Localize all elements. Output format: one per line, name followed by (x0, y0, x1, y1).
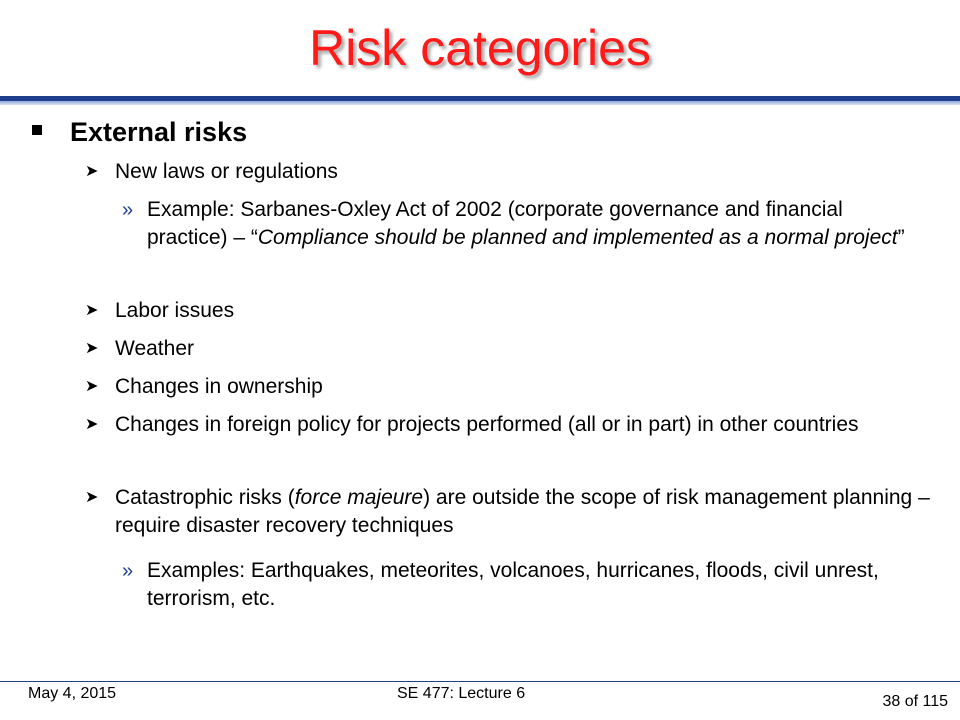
footer-course: SE 477: Lecture 6 (397, 685, 526, 702)
arrow-bullet-icon: ➤ (85, 378, 99, 395)
guillemet-bullet-icon: » (122, 560, 134, 582)
arrow-bullet-icon: ➤ (85, 302, 99, 319)
bullet-text: New laws or regulations (115, 160, 338, 183)
bullet-text: Changes in ownership (115, 375, 323, 398)
footer-divider (0, 681, 960, 682)
heading-text: External risks (70, 117, 248, 147)
bullet-text: Weather (115, 337, 194, 360)
sub-bullet-text: Examples: Earthquakes, meteorites, volcanoes, hurricanes, floods, civil unrest, terrorism, etc. (147, 559, 879, 610)
arrow-bullet-icon: ➤ (85, 489, 99, 506)
bullet-text: Labor issues (115, 299, 235, 322)
title-divider-shadow (0, 101, 960, 105)
square-bullet-icon (32, 125, 42, 135)
bullet-text: Changes in foreign policy for projects performed (all or in part) in other countries (115, 413, 859, 436)
sub-bullet-text: Example: Sarbanes-Oxley Act of 2002 (corporate governance and financial practice) – “Compliance should be planned and implemented as a normal project” (147, 198, 905, 249)
guillemet-bullet-icon: » (122, 199, 134, 221)
arrow-bullet-icon: ➤ (85, 163, 99, 180)
bullet-text: Catastrophic risks (force majeure) are outside the scope of risk management planning – require disaster recovery techniques (115, 486, 930, 537)
footer-page-number: 38 of 115 (882, 693, 948, 710)
footer-date: May 4, 2015 (28, 685, 117, 702)
slide-title: Risk categories (309, 20, 651, 76)
arrow-bullet-icon: ➤ (85, 416, 99, 433)
arrow-bullet-icon: ➤ (85, 340, 99, 357)
